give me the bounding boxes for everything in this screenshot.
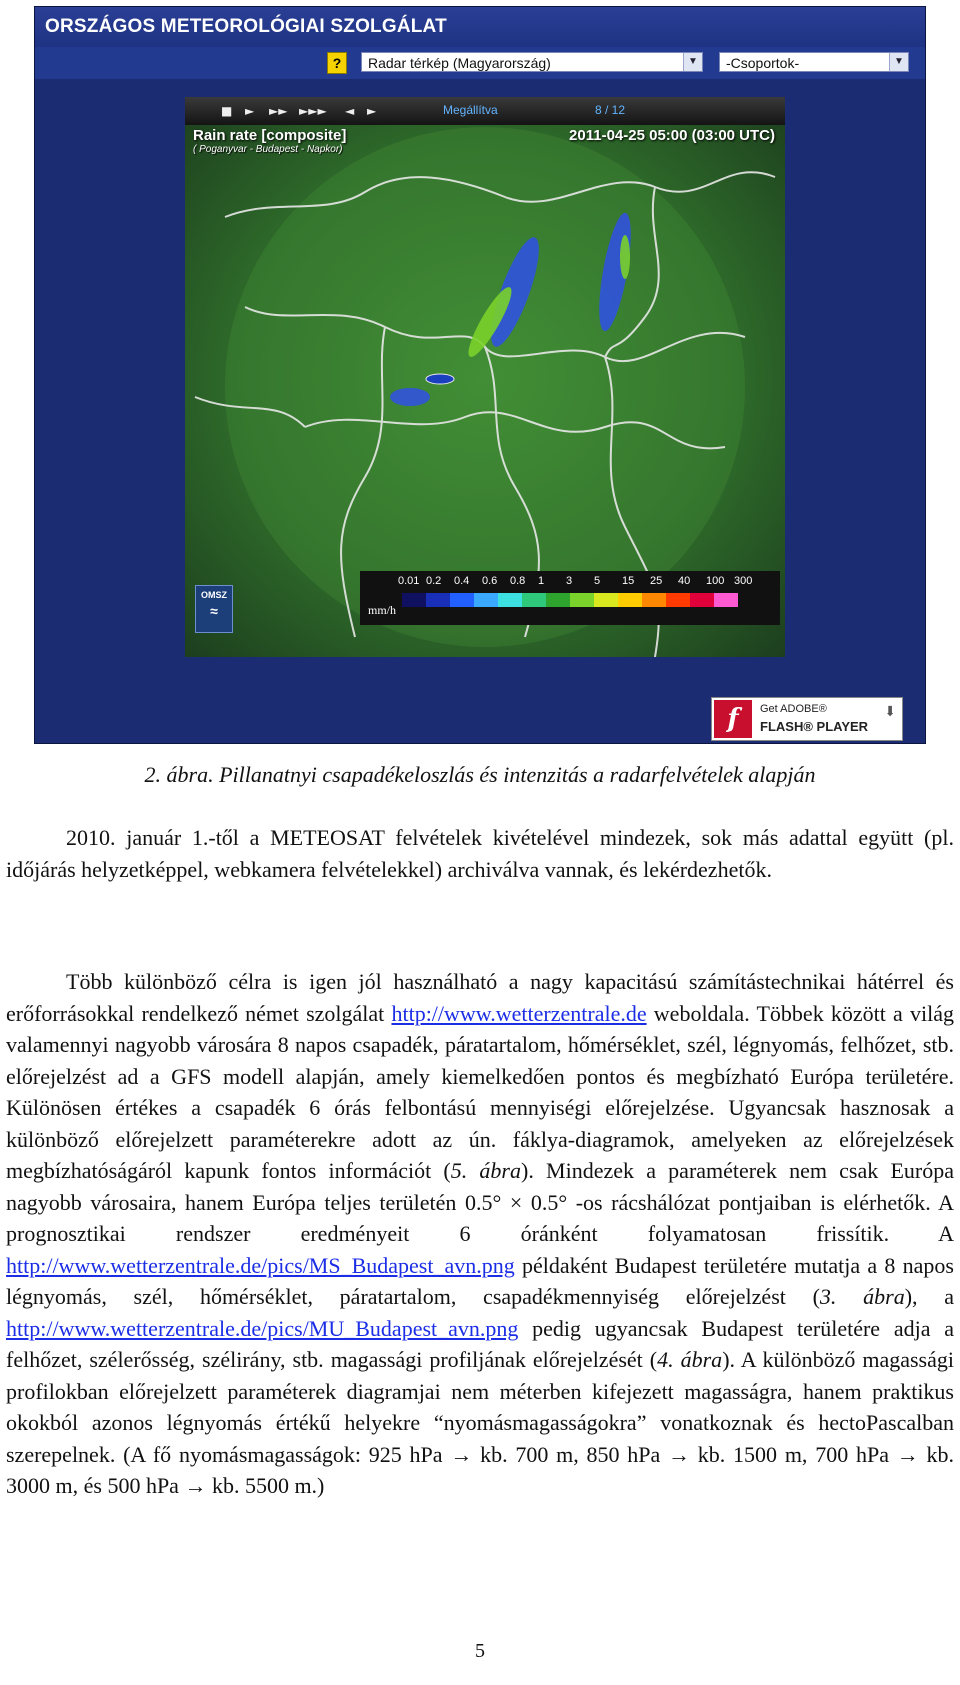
figure-caption: 2. ábra. Pillanatnyi csapadékeloszlás és intenzitás a radarfelvételek alapján bbox=[144, 762, 816, 787]
legend-color-swatch bbox=[570, 593, 594, 607]
map-type-value: Radar térkép (Magyarország) bbox=[368, 55, 551, 71]
map-stations-label: ( Poganyvar - Budapest - Napkor) bbox=[193, 144, 343, 155]
paragraph-archive: 2010. január 1.-től a METEOSAT felvételek kivételével mindezek, sok más adattal együtt (pl. időjárás helyzetképpel, webkamera felvételekkel) archiválva vannak, és lekérdezhetők. bbox=[6, 825, 954, 882]
help-button[interactable]: ? bbox=[327, 52, 347, 74]
legend-tick-label: 300 bbox=[734, 575, 753, 587]
figure-reference: 3. ábra bbox=[819, 1284, 905, 1309]
text-segment: ). A különböző magassági profilokban előrejelzett paraméterek diagramjai nem méterben kifejezett magasságra, hanem praktikus okokból azonos légnyomás értékű helyekre “nyomásmagasságokra” vonatkoznak és hectoPascalban szerepelnek. (A fő nyomásmagasságok: 925 hPa → kb. 700 m, 850 hPa → kb. 1500 m, 700 hPa → kb. 3000 m, és 500 hPa → kb. 5500 m.) bbox=[6, 1347, 955, 1498]
flash-badge-line1: Get ADOBE® bbox=[760, 703, 827, 715]
legend-tick-label: 0.6 bbox=[482, 575, 498, 587]
legend-tick-label: 3 bbox=[566, 575, 573, 587]
legend-color-swatch bbox=[642, 593, 666, 607]
animation-player-bar bbox=[185, 97, 785, 125]
figure-reference: 5. ábra bbox=[450, 1158, 521, 1183]
legend-tick-label: 0.8 bbox=[510, 575, 526, 587]
site-header bbox=[35, 7, 925, 47]
text-segment: Több különböző célra is igen jól használható a nagy kapacitású számítástechnikai hátérrel és erőforrásokkal rendelkező német szolgálat bbox=[6, 969, 954, 1026]
frame-counter: 8 / 12 bbox=[595, 103, 626, 117]
legend-tick-label: 0.4 bbox=[454, 575, 470, 587]
fastest-play-button[interactable]: ►►► bbox=[299, 104, 327, 118]
rain-rate-legend bbox=[360, 571, 780, 625]
download-arrow-icon: ⬇ bbox=[884, 705, 896, 720]
legend-tick-label: 1 bbox=[538, 575, 545, 587]
figure-reference: 4. ábra bbox=[657, 1347, 723, 1372]
legend-tick-label: 0.01 bbox=[398, 575, 420, 587]
groups-select[interactable] bbox=[719, 52, 909, 72]
legend-tick-label: 100 bbox=[706, 575, 725, 587]
previous-frame-button[interactable]: ◄ bbox=[345, 104, 355, 118]
legend-color-swatch bbox=[450, 593, 474, 607]
legend-color-swatch bbox=[546, 593, 570, 607]
site-title: ORSZÁGOS METEOROLÓGIAI SZOLGÁLAT bbox=[45, 16, 447, 37]
radar-map bbox=[185, 97, 785, 657]
flash-badge-line2: FLASH® PLAYER bbox=[760, 719, 869, 734]
flash-logo-icon: f bbox=[714, 700, 752, 738]
groups-value: -Csoportok- bbox=[726, 55, 800, 71]
legend-unit: mm/h bbox=[368, 603, 397, 617]
omsz-logo-text: OMSZ bbox=[201, 590, 227, 600]
legend-tick-label: 25 bbox=[650, 575, 663, 587]
legend-color-swatch bbox=[690, 593, 714, 607]
legend-tick-label: 5 bbox=[594, 575, 601, 587]
radar-screenshot-figure bbox=[34, 6, 926, 744]
mu-budapest-link[interactable]: http://www.wetterzentrale.de/pics/MU_Budapest_avn.png bbox=[6, 1315, 519, 1341]
text-segment: pedig ugyancsak Budapest területére adja a felhőzet, szélerősség, szélirány, stb. magassági profiljának előrejelzését ( bbox=[6, 1315, 954, 1372]
text-segment: weboldala. Többek között a világ valamennyi nagyobb városára 8 napos csapadék, páratartalom, hőmérséklet, szél, légnyomás, felhőzet, stb. előrejelzést ad a GFS modell alapján, amely kiemelkedően pontos és megbízható Európa területére. Különösen értékes a csapadék 6 órás felbontású mennyiségi előrejelzése. Ugyancsak hasznosak a különböző előrejelzett paraméterekre adott az ún. fáklya-diagramok, amelyeken az előrejelzések megbízhatóságáról kapunk fontos információt ( bbox=[6, 1000, 954, 1183]
legend-color-swatch bbox=[594, 593, 618, 607]
legend-color-swatch bbox=[426, 593, 450, 607]
wave-icon: ≈ bbox=[210, 603, 218, 619]
legend-color-swatch bbox=[522, 593, 546, 607]
wetterzentrale-link[interactable]: http://www.wetterzentrale.de bbox=[391, 1000, 647, 1026]
legend-tick-label: 15 bbox=[622, 575, 635, 587]
chevron-down-icon: ▼ bbox=[889, 53, 908, 71]
next-frame-button[interactable]: ► bbox=[367, 104, 377, 118]
stop-button[interactable]: ■ bbox=[221, 104, 233, 118]
legend-color-swatch bbox=[474, 593, 498, 607]
legend-color-swatch bbox=[618, 593, 642, 607]
legend-color-swatch bbox=[402, 593, 426, 607]
legend-color-swatch bbox=[714, 593, 738, 607]
text-segment: ), a bbox=[904, 1284, 955, 1309]
ms-budapest-link[interactable]: http://www.wetterzentrale.de/pics/MS_Budapest_avn.png bbox=[6, 1252, 515, 1278]
chevron-down-icon: ▼ bbox=[683, 53, 702, 71]
legend-tick-label: 40 bbox=[678, 575, 691, 587]
legend-tick-label: 0.2 bbox=[426, 575, 442, 587]
map-type-select[interactable] bbox=[361, 52, 703, 72]
player-status: Megállítva bbox=[443, 103, 498, 117]
play-button[interactable]: ► bbox=[245, 104, 255, 118]
map-product-label: Rain rate [composite] bbox=[193, 127, 347, 144]
omsz-logo bbox=[195, 585, 233, 633]
page-number: 5 bbox=[475, 1640, 485, 1662]
get-flash-player-badge[interactable] bbox=[711, 697, 903, 741]
legend-color-swatch bbox=[498, 593, 522, 607]
paragraph-wetterzentrale bbox=[6, 966, 954, 1502]
fast-play-button[interactable]: ►► bbox=[269, 104, 288, 118]
map-timestamp: 2011-04-25 05:00 (03:00 UTC) bbox=[569, 127, 775, 144]
legend-color-swatch bbox=[666, 593, 690, 607]
text-segment: ). Mindezek a paraméterek nem csak Európa nagyobb városaira, hanem Európa teljes területén 0.5° × 0.5° -os rácshálózat pontjaiban is elérhetők. A prognosztikai rendszer eredményeit 6 óránként folyamatosan frissítik. A bbox=[6, 1158, 955, 1246]
text-segment: példaként Budapest területére mutatja a 8 napos légnyomás, szél, hőmérséklet, páratartalom, csapadékmennyiség előrejelzést ( bbox=[6, 1252, 954, 1309]
